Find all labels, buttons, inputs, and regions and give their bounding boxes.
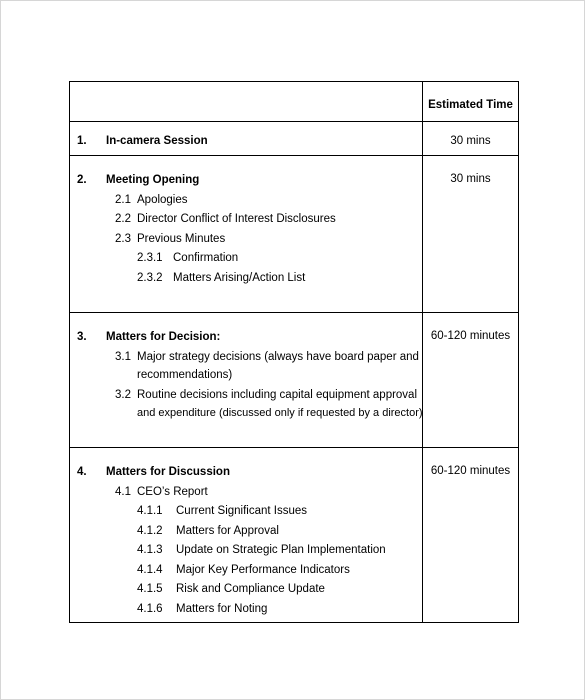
- table-header-row: [69, 81, 519, 122]
- item-text: Previous Minutes: [137, 233, 226, 245]
- subitem-text: Matters for Approval: [176, 525, 279, 537]
- subitem-number: 4.1.3: [137, 544, 163, 556]
- subitem-number: 4.1.6: [137, 603, 163, 615]
- item-number: 4.1: [115, 486, 131, 498]
- estimated-time-header: Estimated Time: [428, 99, 513, 111]
- subitem-text: Matters for Noting: [176, 603, 268, 615]
- subitem-text: Confirmation: [173, 252, 239, 264]
- item-text: CEO’s Report: [137, 486, 208, 498]
- section-time: 30 mins: [450, 173, 491, 185]
- agenda-section-3: [69, 313, 519, 448]
- agenda-section-2: [69, 156, 519, 313]
- item-number: 3.2: [115, 389, 131, 401]
- subitem-number: 2.3.2: [137, 272, 163, 284]
- item-text-line-2: and expenditure (discussed only if requested by a director): [137, 407, 423, 419]
- item-text-line-2: recommendations): [137, 369, 233, 381]
- section-number: 3.: [77, 331, 87, 343]
- subitem-number: 4.1.4: [137, 564, 163, 576]
- subitem-number: 4.1.5: [137, 583, 163, 595]
- agenda-section-1: [69, 122, 519, 156]
- section-title: In-camera Session: [106, 135, 208, 147]
- item-number: 2.3: [115, 233, 131, 245]
- agenda-section-4: [69, 448, 519, 623]
- section-number: 1.: [77, 135, 87, 147]
- item-number: 3.1: [115, 351, 131, 363]
- section-time: 30 mins: [450, 135, 491, 147]
- section-time: 60-120 minutes: [430, 465, 511, 477]
- section-title: Matters for Discussion: [106, 466, 230, 478]
- section-number: 2.: [77, 174, 87, 186]
- subitem-text: Update on Strategic Plan Implementation: [176, 544, 386, 556]
- item-number: 2.1: [115, 194, 131, 206]
- section-title: Matters for Decision:: [106, 331, 221, 343]
- subitem-number: 4.1.1: [137, 505, 163, 517]
- subitem-text: Current Significant Issues: [176, 505, 308, 517]
- subitem-text: Matters Arising/Action List: [173, 272, 306, 284]
- section-time: 60-120 minutes: [430, 330, 511, 342]
- subitem-number: 4.1.2: [137, 525, 163, 537]
- item-text: Apologies: [137, 194, 188, 206]
- subitem-number: 2.3.1: [137, 252, 163, 264]
- item-text-line-1: Major strategy decisions (always have board paper and: [137, 351, 419, 363]
- section-title: Meeting Opening: [106, 174, 200, 186]
- item-number: 2.2: [115, 213, 131, 225]
- item-text: Director Conflict of Interest Disclosures: [137, 213, 336, 225]
- subitem-text: Major Key Performance Indicators: [176, 564, 350, 576]
- subitem-text: Risk and Compliance Update: [176, 583, 325, 595]
- item-text-line-1: Routine decisions including capital equipment approval: [137, 389, 418, 401]
- section-number: 4.: [77, 466, 87, 478]
